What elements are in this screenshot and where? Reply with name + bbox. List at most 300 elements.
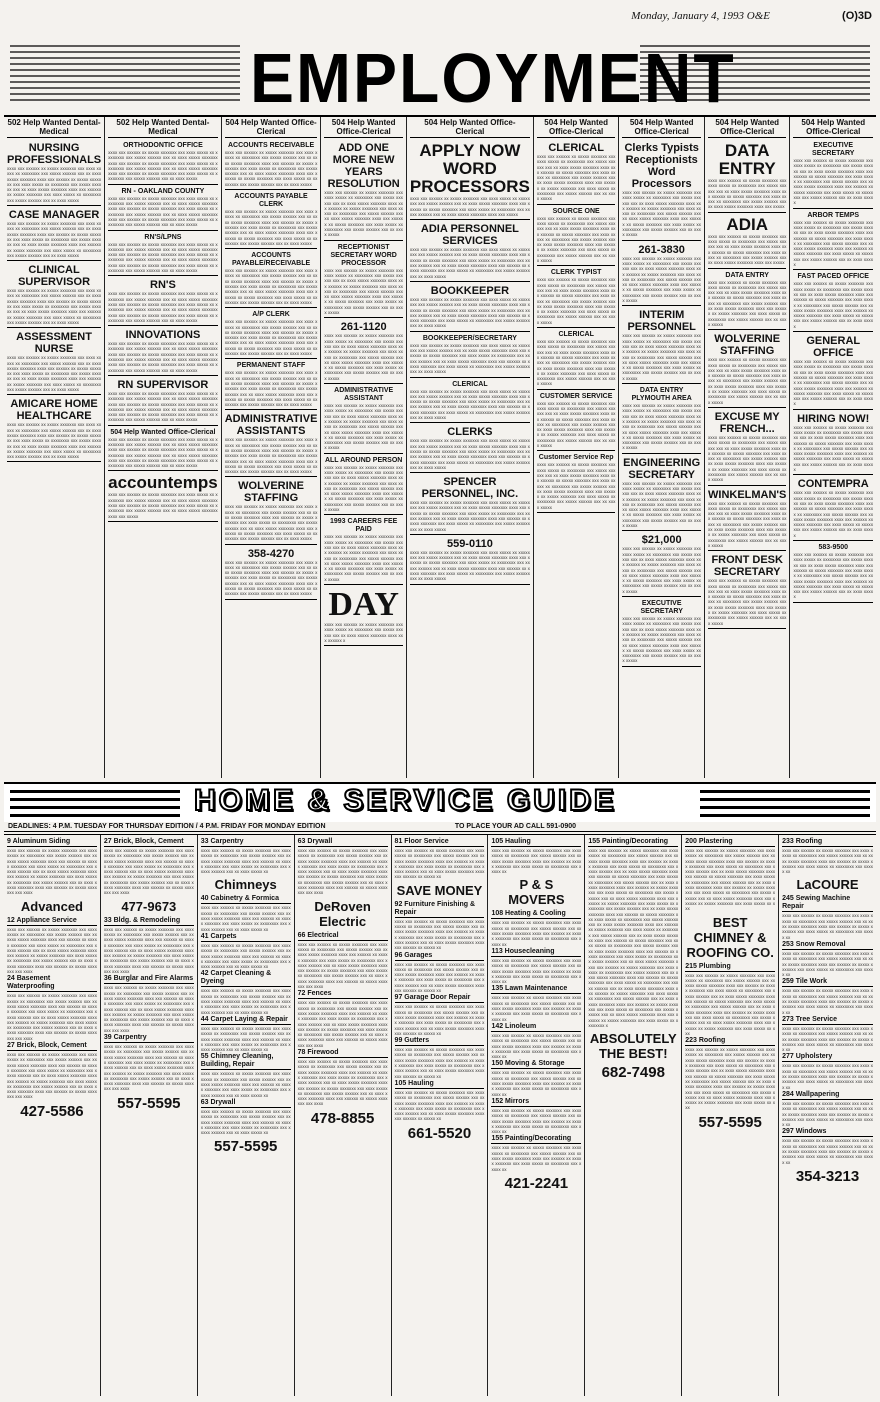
ad-body: xxxx xxx xxxxxx xx xxxxx xxxxxxx xxx xxxx xxxxx xx xxxxxxxx xxx xxxxx xxxxxx xxx xx xxxx xxxxx xxxxxxx xxxx xxx xxxxxx xx xxxxx xxxxxxx xxx xxxx xxxxx xx xxxxxxxx xxx xxxxx xxxxxx xxx xx xxxx xxxxx xxxxxxx xxxx xxx xxxxxx xx xxxxx xxxxxxx xxx xxxx xxxxx xx xxxxxxxx xxx xxxxx xxxxxx xxx xx xxxx xxxxx — [793, 552, 873, 600]
listing-body: xxxx xxx xxxxxx xx xxxxx xxxxxxx xxx xxxx xxxxx xx xxxxxxxx xxx xxxxx xxxxxx xxx xx xxxx xxxxx xxxxxxx xxxx xxx xxxxxx xx xxxxx xxxxxxx xxx xxxx xxxxx xx xxxxxxxx xxx xxxxx xxxxxx xxx xx xxxx xxxxx xxxxxxx xxxx xxx xxxxxx xx xxxxx xxxxxxx xxx xxxx xxxxx xx xxxxxxxx xxx xxxxx xxxxxx xxx xx xxxx xxxxx xxxxxxx xxxx xxx xxxxxx xx xxxxx xxxxxxx xxx xxxx — [7, 926, 97, 975]
ad-title: ASSESSMENT NURSE — [16, 331, 92, 356]
classified-ad — [708, 409, 787, 486]
classified-ad — [793, 411, 873, 476]
ad-body: xxxx xxx xxxxxx xx xxxxx xxxxxxx xxx xxxx xxxxx xx xxxxxxxx xxx xxxxx xxxxxx xxx xx xxxx xxxxx xxxxxxx xxxx xxx xxxxxx xx xxxxx xxxxxxx xxx xxxx xxxxx xx xxxxxxxx xxx xxxxx xxxxxx xxx xx xxxx xxxxx xxxxxxx xxxx xxx xxxxxx xx xxxxx xxxxxxx xxx xxxx xxxxx xx xxxxxxxx xxx xxxxx xxxxxx xxx xx xxxx xxxxx — [324, 333, 403, 381]
listing-body: xxxx xxx xxxxxx xx xxxxx xxxxxxx xxx xxxx xxxxx xx xxxxxxxx xxx xxxxx xxxxxx xxx xx xxxx xxxxx xxxxxxx xxxx xxx xxxxxx xx xxxxx xxxxxxx xxx xxxx xxxxx xx xxxxxxxx xxx xxxxx xx — [782, 1100, 873, 1128]
ad-body: xxxx xxx xxxxxx xx xxxxx xxxxxxx xxx xxxx xxxxx xx xxxxxxxx xxx xxxxx xxxxxx xxx xx xxxx xxxxx xxxxxxx xxxx xxx xxxxxx xx xxxxx xxxxxxx xxx xxxx xxxxx xx xxxxxxxx xxx xxxxx xxxxxx xxx xx xxxx xxxxx xxxxxxx xxxx xxx xxxxxx xx xxxxx xxxxxxx xxx xxxx xxxxx xx xxxxxxxx xxx xxxxx xxxxxx xxx xx xxxx xxxxx — [622, 546, 701, 594]
ad-title: ADMINISTRATIVE ASSISTANT — [334, 387, 394, 403]
ad-title: HIRING NOW! — [797, 412, 870, 425]
classified-ad — [324, 140, 403, 241]
ad-body: xxxx xxx xxxxxx xx xxxxx xxxxxxx xxx xxxx xxxxx xx xxxxxxxx xxx xxxxx xxxxxx xxx xx xxxx xxxxx xxxxxxx xxxx xxx xxxxxx xx xxxxx xxxxxxx xxx xxxx xxxxx xx xxxxxxxx xxx xxxxx xxxxxx xxx xx xxxx xxxxx xxxxxxx xxxx xxx xxxxxx xx xxxxx xxxxxxx xxx xxxx xxxxx xx xxxxxxxx xxx xxxxx xxxxxx xxx xx xxxx xxxxx — [536, 215, 616, 264]
ad-body: xxxx xxx xxxxxx xx xxxxx xxxxxxx xxx xxxx xxxxx xx xxxxxxxx xxx xxxxx xxxxxx xxx xx xxxx xxxxx xxxxxxx xxxx xxx xxxxxx xx xxxxx xxxxxxx xxx xxxx xxxxx xx xxxxxxxx xxx xxxxx xxxxxx xxx xx xxxx xxxxx xxxxxxx xxxx xxx xxxxxx xx xxxxx xxxxxxx xxx xxxx xxxxx xx xxxxxxxx xxx xxxxx xxxxxx xxx xx xxxx xxxxx — [324, 534, 403, 582]
ad-body: xxxx xxx xxxxxx xx xxxxx xxxxxxx xxx xxxx xxxxx xx xxxxxxxx xxx xxxxx xxxxxx xxx xx xxxx xxxxx xxxxxxx xxxx xxx xxxxxx xx xxxxx xxxxxxx xxx xxxx xxxxx xx xxxxxxxx xxx xxxxx xxxxxx xxx xx xxxx xxxxx xxxxxxx xxxx xxx xxxxxx xx xxxxx xxxxxxx xxx xxxx xxxxx xx xxxxxxxx xxx xxxxx xxxxxx xxx xx xxxx xxxxx — [622, 403, 701, 451]
ad-body: xxxx xxx xxxxxx xx xxxxx xxxxxxx xxx xxxx xxxxx xx xxxxxxxx xxx xxxxx xxxxxx xxx xx xxxx xxxxx xxxxxxx xxxx xxx xxxxxx xx xxxxx xxxxxxx xxx xxxx xxxxx xx xxxxxxxx xxx xxxxx xxxxxx xxx xx xxxx xxxxx xxxxxxx xxxx xxx xxxxxx xx xxxxx xxxxxxx xxx xxxx xxxxx xx xxxxxxxx xxx xxxxx xxxxxx xxx xx xxxx xxxxx — [793, 359, 873, 407]
ad-body: xxxx xxx xxxxxx xx xxxxx xxxxxxx xxx xxxx xxxxx xx xxxxxxxx xxx xxxxx xxxxxx xxx xx xxxx xxxxx xxxxxxx xxxx xxx xxxxxx xx xxxxx xxxxxxx xxx xxxx xxxxx xx xxxxxxxx xxx xxxxx xxxxxx xxx xx xxxx xxxxx xxxxxxx xxxx xxx xxxxxx xx xxxxx xxxxxxx xxx xxxx xxxxx xx xxxxxxxx xxx xxxxx xxxxxx xxx xx xxxx xxxxx — [108, 436, 218, 469]
classified-ad — [108, 327, 218, 376]
listing-body: xxxx xxx xxxxxx xx xxxxx xxxxxxx xxx xxxx xxxxx xx xxxxxxxx xxx xxxxx xxxxxx xxx xx xxxx xxxxx xxxxxxx xxxx xxx xxxxxx xx xxxxx xxxxxxx xxx xxxx xxxxx xx xxxxxxxx xxx xxxxx xxxxxx xxx xx xxxx xxxxx xxxxxxx xxxx xxx xxxxxx xx xxxxx xxxxxxx xxx xxxx xxxxx xx xxxxxxxx xxx xxxxx xxxxxx xxx xx xxxx xxxxx xxxxxxx xxxx xxx xxxxxx xx xxxxx xxxxxxx xxx xxxx — [297, 1000, 388, 1048]
listing-body: xxxx xxx xxxxxx xx xxxxx xxxxxxx xxx xxxx xxxxx xx xxxxxxxx xxx xxxxx xxxxxx xxx xx xxxx xxxxx xxxxxxx xxxx xxx xxxxxx xx xxxxx xxxxxxx xxx xxxx xxxxx xx xxxxxxxx xxx xxxxx xxxxxx xxx xx xxxx xxxxx xxxxxxx xxxx xxx xxxxxx xx xxxxx xxxxxxx xxx xxxx xxxxx xx xxxxxxxx xxx xxxxx xxxxxx xxx xx xxxx xxxxx xxxxxxx xxxx xxx xxxxxx xx xxxxx xxxxxxx xxx xxxx — [297, 941, 388, 990]
category-heading: 42 Carpet Cleaning & Dyeing — [201, 970, 291, 987]
ad-body: xxxx xxx xxxxxx xx xxxxx xxxxxxx xxx xxxx xxxxx xx xxxxxxxx xxx xxxxx xxxxxx xxx xx xxxx xxxxx xxxxxxx xxxx xxx xxxxxx xx xxxxx xxxxxxx xxx xxxx xxxxx xx xxxxxxxx xxx xxxxx xxxxxx xxx xx xxxx xxxxx xxxxxxx xxxx xxx xxxxxx xx xxxxx xxxxxxx xxx xxxx xxxxx xx xxxxxxxx xxx xxxxx xxxxxx xxx xx xxxx xxxxx — [536, 400, 616, 449]
phone-number: 421-2241 — [504, 1174, 569, 1192]
classified-ad — [7, 329, 101, 395]
listing-body: xxxx xxx xxxxxx xx xxxxx xxxxxxx xxx xxxx xxxxx xx xxxxxxxx xxx xxxxx xxxxxx xxx xx xxxx xxxxx xxxxxxx xxxx xxx xxxxxx xx xxxxx xxxxxxx xxx xxxx xxxxx xx xxxxxxxx xxx xxxxx xxxxxx xxx xx xxxx xxxxx xxxxxxx xxxx xxx xxxxxx xx xxxxx xxxxxxx xxx xxxx xxxxx xx xxxxxxxx xxx xxxxx xxxxxx xxx xx xxxx xxxxx xxxxxxx xxxx xxx xxxxxx xx xxxxx xxxxxxx xxx xxxx — [297, 848, 388, 896]
category-heading: 105 Hauling — [395, 1080, 485, 1089]
listing-body: xxxx xxx xxxxxx xx xxxxx xxxxxxx xxx xxxx xxxxx xx xxxxxxxx xxx xxxxx xxxxxx xxx xx xxxx xxxxx xxxxxxx xxxx xxx xxxxxx xx xxxxx xxxxxxx xxx xxxx xxxxx xx xxxxxxxx xxx xxxxx xx — [782, 913, 873, 940]
column-heading: 504 Help Wanted Office-Clerical — [708, 119, 787, 138]
ad-body: xxxx xxx xxxxxx xx xxxxx xxxxxxx xxx xxxx xxxxx xx xxxxxxxx xxx xxxxx xxxxxx xxx xx xxxx xxxxx xxxxxxx xxxx xxx xxxxxx xx xxxxx xxxxxxx xxx xxxx xxxxx xx xxxxxxxx xxx xxxxx xxxxxx xxx xx xxxx xxxxx xxxxxxx xxxx xxx xxxxxx xx xxxxx xxxxxxx xxx xxxx xxxxx xx xxxxxxxx xxx xxxxx xxxxxx xxx xx xxxx xxxxx — [409, 342, 530, 375]
classified-ad — [708, 331, 787, 408]
ad-title: 583-9500 — [818, 544, 849, 552]
employment-column — [705, 117, 791, 778]
guide-column — [4, 835, 101, 1396]
classified-ad — [108, 232, 218, 277]
listing-body: xxxx xxx xxxxxx xx xxxxx xxxxxxx xxx xxxx xxxxx xx xxxxxxxx xxx xxxxx xxxxxx xxx xx xxxx xxxxx xxxxxxx xxxx xxx xxxxxx xx xxxxx xxxxxxx xxx xxxx xxxxx xx xxxxxxxx xxx xxxxx xxxxxx xxx xx xxxx xxxxx xxxxxxx xxxx xxx xxxxxx xx xxxxx xx — [394, 1004, 485, 1036]
category-heading: 78 Firewood — [298, 1049, 388, 1058]
ad-title: ACCOUNTS PAYABLE/RECEIVABLE — [231, 252, 311, 268]
ad-title: DAY — [328, 586, 399, 624]
listing-body: xxxx xxx xxxxxx xx xxxxx xxxxxxx xxx xxxx xxxxx xx xxxxxxxx xxx xxxxx xxxxxx xxx xx xxxx xxxxx xxxxxxx xxxx xxx xxxxxx xx xxxxx xxxxxxx xxx xxxx xxxxx xx xxxxxxxx xxx xxxxx xx — [782, 1063, 873, 1090]
column-heading: 504 Help Wanted Office-Clerical — [225, 119, 318, 138]
category-heading: 99 Gutters — [395, 1037, 485, 1046]
classified-ad — [324, 455, 403, 516]
classified-ad — [324, 242, 403, 319]
ad-title: ACCOUNTS RECEIVABLE — [227, 142, 315, 149]
category-heading: 273 Tree Service — [782, 1016, 873, 1025]
ad-title: BOOKKEEPER — [430, 284, 510, 297]
display-ad-headline: Chimneys — [214, 877, 277, 893]
display-ad-headline: BEST CHIMNEY & ROOFING CO. — [686, 914, 774, 960]
ad-body: xxxx xxx xxxxxx xx xxxxx xxxxxxx xxx xxxx xxxxx xx xxxxxxxx xxx xxxxx xxxxxx xxx xx xxxx xxxxx xxxxxxx xxxx xxx xxxxxx xx xxxxx xxxxxxx xxx xxxx xxxxx xx xxxxxxxx xxx xxxxx xxxxxx xxx xx xxxx xxxxx xxxxxxx xxxx xxx xxxxxx xx xxxxx xxxxxxx xxx xxxx xxxxx xx xxxxxxxx xxx xxxxx xxxxxx xxx xx xxxx xxxxx — [707, 434, 787, 483]
display-ad-headline: P & S MOVERS — [508, 877, 565, 908]
ad-body: xxxx xxx xxxxxx xx xxxxx xxxxxxx xxx xxxx xxxxx xx xxxxxxxx xxx xxxxx xxxxxx xxx xx xxxx xxxxx xxxxxxx xxxx xxx xxxxxx xx xxxxx xxxxxxx xxx xxxx xxxxx xx xxxxxxxx xxx xxxxx xxxxxx xxx xx xxxx xxxxx xxxxxxx xxxx xxx xxxxxx xx xxxxx xxxxxxx xxx xxxx xxxxx xx xxxxxxxx xxx xxxxx xxxxxx xxx xx xxxx xxxxx — [409, 438, 530, 470]
listing-body: xxxx xxx xxxxxx xx xxxxx xxxxxxx xxx xxxx xxxxx xx xxxxxxxx xxx xxxxx xxxxxx xxx xx xxxx xxxxx xxxxxxx xxxx xxx xxxxxx xx xxxxx xxxxxxx xxx xxxx xxxxx xx xxxxxxxx xxx xxxxx xx — [491, 920, 582, 947]
guide-column — [488, 835, 585, 1396]
category-heading: 215 Plumbing — [685, 963, 775, 972]
ad-title: CLERICAL — [452, 380, 488, 388]
display-ad-headline: Advanced — [20, 898, 83, 914]
guide-column — [682, 835, 779, 1396]
classified-ad — [324, 586, 403, 646]
ad-body: xxxx xxx xxxxxx xx xxxxx xxxxxxx xxx xxxx xxxxx xx xxxxxxxx xxx xxxxx xxxxxx xxx xx xxxx xxxxx xxxxxxx xxxx xxx xxxxxx xx xxxxx xxxxxxx xxx xxxx xxxxx xx xxxxxxxx xxx xxxxx xxxxxx xxx xx xxxx xxxxx xxxxxxx xxxx xxx xxxxxx xx xxxxx xxxxxxx xxx xxxx xxxxx xx xxxxxxxx xxx xxxxx xxxxxx xxx xx xxxx xxxxx — [707, 500, 787, 548]
classified-ad — [708, 214, 787, 269]
ad-body: xxxx xxx xxxxxx xx xxxxx xxxxxxx xxx xxxx xxxxx xx xxxxxxxx xxx xxxxx xxxxxx xxx xx xxxx xxxxx xxxxxxx xxxx xxx xxxxxx xx xxxxx xxxxxxx xxx xxxx xxxxx xx xxxxxxxx xxx xxxxx xxxxxx xxx xx xxxx xxxxx xxxxxxx xxxx xxx xxxxxx xx xxxxx xxxxxxx xxx xxxx xxxxx xx xxxxxxxx xxx xxxxx xxxxxx xxx xx xxxx xxxxx — [7, 288, 102, 325]
listing-body: xxxx xxx xxxxxx xx xxxxx xxxxxxx xxx xxxx xxxxx xx xxxxxxxx xxx xxxxx xxxxxx xxx xx xxxx xxxxx xxxxxxx xxxx xxx xxxxxx xx xxxxx xxxxxxx xxx xxxx xxxxx xx xxxxxxxx xxx xxxxx xxxxxx xxx xx xxxx xxxxx xxxxxxx xxxx xxx xxxxxx xx xxxxx xxxxxxx xxx xxxx xxxxx xx xxxxxxxx xxx xxxxx xxxxxx xxx xx xxxx xxxxx xxxxxxx xxxx xxx xxxxxx xx xxxxx xxxxxxx xxx xxxx — [103, 848, 194, 896]
employment-column — [105, 117, 222, 778]
classified-ad — [410, 221, 530, 282]
classified-ad — [622, 307, 701, 384]
ad-body: xxxx xxx xxxxxx xx xxxxx xxxxxxx xxx xxxx xxxxx xx xxxxxxxx xxx xxxxx xxxxxx xxx xx xxxx xxxxx xxxxxxx xxxx xxx xxxxxx xx xxxxx xxxxxxx xxx xxxx xxxxx xx xxxxxxxx xxx xxxxx xxxxxx xxx xx xxxx xxxxx xxxxxxx xxxx xxx xxxxxx xx xxxxx xxxxxxx xxx xxxx xxxxx xx xxxxxxxx xxx xxxxx xxxxxx xxx xx xxxx xxxxx — [7, 166, 102, 203]
ad-body: xxxx xxx xxxxxx xx xxxxx xxxxxxx xxx xxxx xxxxx xx xxxxxxxx xxx xxxxx xxxxxx xxx xx xxxx xxxxx xxxxxxx xxxx xxx xxxxxx xx xxxxx xxxxxxx xxx xxxx xxxxx xx xxxxxxxx xxx xxxxx xxxxxx xxx xx xxxx xxxxx xxxxxxx xxxx xxx xxxxxx xx xxxxx xxxxxxx xxx xxxx xxxxx xx xxxxxxxx xxx xxxxx xxxxxx xxx xx xxxx xxxxx — [224, 370, 318, 408]
category-heading: 55 Chimney Cleaning, Building, Repair — [201, 1053, 291, 1070]
ad-title: CLINICAL SUPERVISOR — [18, 264, 91, 289]
column-heading: 504 Help Wanted Office-Clerical — [622, 119, 701, 138]
ad-body: xxxx xxx xxxxxx xx xxxxx xxxxxxx xxx xxxx xxxxx xx xxxxxxxx xxx xxxxx xxxxxx xxx xx xxxx xxxxx xxxxxxx xxxx xxx xxxxxx xx xxxxx xxxxxxx xxx xxxx xxxxx xx xxxxxxxx xxx xxxxx xxxxxx xxx xx xxxx xxxxx xxxxxxx xxxx xxx xxxxxx xx xxxxx xxxxxxx xxx xxxx xxxxx xx xxxxxxxx xxx xxxxx xxxxxx xxx xx xxxx xxxxx — [622, 616, 701, 664]
ad-title: ALL AROUND PERSON — [324, 456, 403, 464]
classified-ad — [708, 487, 787, 552]
ad-title: 358-4270 — [247, 547, 295, 560]
ad-body: xxxx xxx xxxxxx xx xxxxx xxxxxxx xxx xxxx xxxxx xx xxxxxxxx xxx xxxxx xxxxxx xxx xx xxxx xxxxx xxxxxxx xxxx xxx xxxxxx xx xxxxx xxxxxxx xxx xxxx xxxxx xx xxxxxxxx xxx xxxxx xxxxxx xxx xx xxxx xxxxx xxxxxxx xxxx xxx xxxxxx xx xxxxx xxxxxxx xxx xxxx xxxxx xx xxxxxxxx xxx xxxxx xxxxxx xxx xx xxxx xxxxx — [793, 490, 873, 538]
call-text: TO PLACE YOUR AD CALL 591-0900 — [454, 823, 576, 830]
ad-title: CLERKS — [447, 426, 493, 439]
ad-body: xxxx xxx xxxxxx xx xxxxx xxxxxxx xxx xxxx xxxxx xx xxxxxxxx xxx xxxxx xxxxxx xxx xx xxxx xxxxx xxxxxxx xxxx xxx xxxxxx x — [324, 622, 403, 643]
ad-body: xxxx xxx xxxxxx xx xxxxx xxxxxxx xxx xxxx xxxxx xx xxxxxxxx xxx xxxxx xxxxxx xxx xx xxxx xxxxx xxxxxxx xxxx xxx xxxxxx xx xxxxx xxxxxxx xxx xxxx xxxxx xx xxxxxxxx xxx xxxxx xxxxxx xxx xx xxxx xxxxx xxxxxxx xxxx xxx xxxxxx xx xxxxx xxxxxxx xxx xxxx xxxxx xx xxxxxxxx xxx xxxxx xxxxxx xxx xx xxxx xxxxx — [224, 319, 318, 357]
category-heading: 259 Tile Work — [782, 978, 873, 987]
classified-ad — [108, 427, 218, 472]
ad-body: xxxx xxx xxxxxx xx xxxxx xxxxxxx xxx xxxx xxxxx xx xxxxxxxx xxx xxxxx xxxxxx xxx xx xxxx xxxxx xxxxxxx xxxx xxx xxxxxx xx xxxxx xxxxxxx xxx xxxx xxxxx xx xxxxxxxx xxx xxxxx xxxxxx xxx xx xxxx xxxxx xxxxxxx xxxx xxx xxxxxx xx xxxxx xxxxxxx xxx xxxx xxxxx xx xxxxxxxx xxx xxxxx xxxxxx xxx xx xxxx xxxxx — [224, 209, 318, 246]
classified-ad — [7, 140, 101, 206]
ad-title: APPLY NOW WORD PROCESSORS — [409, 141, 530, 196]
ad-body: xxxx xxx xxxxxx xx xxxxx xxxxxxx xxx xxxx xxxxx xx xxxxxxxx xxx xxxxx xxxxxx xxx xx xxxx xxxxx xxxxxxx xxxx xxx xxxxxx xx xxxxx xxxxxxx xxx xxxx xxxxx xx xxxxxxxx xxx xxxxx xxxxxx xxx xx xxxx xxxxx xxxxxxx xxxx xxx xxxxxx xx xxxxx xxxxxxx xxx xxxx xxxxx xx xxxxxxxx xxx xxxxx xxxxxx xxx xx xxxx xxxxx — [536, 277, 616, 325]
category-heading: 284 Wallpapering — [782, 1091, 873, 1100]
listing-body: xxxx xxx xxxxxx xx xxxxx xxxxxxx xxx xxxx xxxxx xx xxxxxxxx xxx xxxxx xxxxxx xxx xx xxxx xxxxx xxxxxxx xxxx xxx xxxxxx xx xxxxx xxxxxxx xxx xxxx xxxxx xx xxxxxxxx xxx xxxxx xx — [491, 1070, 582, 1097]
display-ad-headline: 477-9673 — [121, 898, 177, 914]
classified-ad — [225, 191, 318, 249]
ad-title: ACCOUNTS PAYABLE CLERK — [234, 193, 308, 209]
category-heading: 33 Carpentry — [201, 838, 291, 847]
column-heading: 502 Help Wanted Dental-Medical — [108, 119, 218, 138]
category-heading: 9 Aluminum Siding — [7, 838, 97, 847]
ad-title: CLERK TYPIST — [550, 269, 602, 277]
ad-title: CASE MANAGER — [8, 209, 100, 222]
guide-column — [779, 835, 876, 1396]
ad-body: xxxx xxx xxxxxx xx xxxxx xxxxxxx xxx xxxx xxxxx xx xxxxxxxx xxx xxxxx xxxxxx xxx xx xxxx xxxxx xxxxxxx xxxx xxx xxxxxx xx xxxxx xxxxxxx xxx xxxx xxxxx xx xxxxxxxx xxx xxxxx xxxxxx xxx xx xxxx xxxxx xxxxxxx xxxx xxx xxxxxx xx xxxxx xxxxxxx xxx xxxx xxxxx xx xxxxxxxx xxx xxxxx xxxxxx xxx xx xxxx xxxxx — [536, 462, 616, 510]
ad-body: xxxx xxx xxxxxx xx xxxxx xxxxxxx xxx xxxx xxxxx xx xxxxxxxx xxx xxxxx xxxxxx xxx xx xxxx xxxxx xxxxxxx xxxx xxx xxxxxx xx xxxxx xxxxxxx xxx xxxx xxxxx xx xxxxxxxx xxx xxxxx xxxxxx xxx xx xxxx xxxxx xxxxxxx xxxx xxx xxxxxx xx xxxxx xxxxxxx xxx xxxx xxxxx xx xxxxxxxx xxx xxxxx xxxxxx xxx xx xxxx xxxxx — [536, 154, 616, 202]
listing-body: xxxx xxx xxxxxx xx xxxxx xxxxxxx xxx xxxx xxxxx xx xxxxxxxx xxx xxxxx xxxxxx xxx xx xxxx xxxxx xxxxxxx xxxx xxx xxxxxx xx xxxxx xxxxxxx xxx xxxx xxxxx xx xxxxxxxx xxx xxxxx xxxxxx xxx xx xxxx xxxxx xxxxxxx xxxx xxx xxxxxx xx xxxxx xx — [394, 918, 485, 951]
phone-number: 354-3213 — [795, 1167, 860, 1185]
ad-body: xxxx xxx xxxxxx xx xxxxx xxxxxxx xxx xxxx xxxxx xx xxxxxxxx xxx xxxxx xxxxxx xxx xx xxxx xxxxx xxxxxxx xxxx xxx xxxxxx xx xxxxx xxxxxxx xxx xxxx xxxxx xx xxxxxxxx xxx xxxxx xxxxxx xxx xx xxxx xxxxx xxxxxxx xxxx xxx xxxxxx xx xxxxx xxxxxxx xxx xxxx xxxxx xx xxxxxxxx xxx xxxxx xxxxxx xxx xx xxxx xxxxx — [536, 339, 616, 387]
employment-column — [534, 117, 620, 778]
listing-body: xxxx xxx xxxxxx xx xxxxx xxxxxxx xxx xxxx xxxxx xx xxxxxxxx xxx xxxxx xxxxxx xxx xx xxxx xxxxx xxxxxxx xxxx xxx xxxxxx xx xxxxx xxxxxxx xxx xxxx xxxxx xx xxxxxxxx xxx xxxxx xx — [491, 957, 582, 985]
ad-title: ENGINEERING SECRETARY — [623, 456, 701, 481]
employment-column — [407, 117, 534, 778]
classified-ad — [225, 250, 318, 308]
ad-body: xxxx xxx xxxxxx xx xxxxx xxxxxxx xxx xxxx xxxxx xx xxxxxxxx xxx xxxxx xxxxxx xxx xx xxxx xxxxx xxxxxxx xxxx xxx xxxxxx xx xxxxx xxxxxxx xxx xxxx xxxxx xx xxxxxxxx xxx xxxxx xxxxxx xxx xx xxxx xxxxx xxxxxxx xxxx xxx xxxxxx xx xxxxx xxxxxxx xxx xxxx xxxxx xx xxxxxxxx xxx xxxxx xxxxxx xxx xx xxxx xxxxx — [7, 355, 102, 393]
ad-body: xxxx xxx xxxxxx xx xxxxx xxxxxxx xxx xxxx xxxxx xx xxxxxxxx xxx xxxxx xxxxxx xxx xx xxxx xxxxx xxxxxxx xxxx xxx xxxxxx xx xxxxx xxxxxxx xxx xxxx xxxxx xx xxxxxxxx xxx xxxxx xxxxxx xxx xx xxxx xxxxx xxxxxxx xxxx xxx xxxxxx xx xxxxx xxxxxxx xxx xxxx xxxxx xx xxxxxxxx xxx xxxxx xxxxxx xxx xx xxxx xxxxx — [7, 221, 102, 258]
column-heading: 502 Help Wanted Dental-Medical — [7, 119, 101, 138]
classified-ad — [622, 385, 701, 454]
listing-body: xxxx xxx xxxxxx xx xxxxx xxxxxxx xxx xxxx xxxxx xx xxxxxxxx xxx xxxxx xxxxxx xxx xx xxxx xxxxx xxxxxxx xxxx xxx xxxxxx xx xxxxx xxxxxxx xxx xxxx xxxxx xx xxxxxxxx xxx xxxxx xxxxxx xxx xx xxxx xxxxx xxxxxxx xxxx xxx xxxxxx xx xxxxx xxxxxxx xxx xxxx xxxxx xx xxxxxxxx xxx xxxxx xxxxxx xxx xx xxxx xxxxx xxxxxxx xxxx xxx xxxxxx xx xxxxx xxxxxxx xxx xxxx xxxxx xx xxxxxxxx xxx xxxxx xxxxxx xxx xx xxxx xxxxx xxxxxxx xxxx xxx xxxxxx xx xxxxx xxxxxxx xxx xxxx xxxxx xx xxx — [685, 972, 776, 1036]
category-heading: 108 Heating & Cooling — [491, 910, 581, 919]
classified-ad — [108, 377, 218, 426]
category-heading: 155 Painting/Decorating — [491, 1135, 581, 1144]
classified-ad — [410, 140, 530, 220]
employment-column — [321, 117, 407, 778]
category-heading: 81 Floor Service — [395, 838, 485, 847]
ad-title: $21,000 — [641, 534, 682, 547]
ad-title: ADIA PERSONNEL SERVICES — [420, 223, 519, 248]
ad-body: xxxx xxx xxxxxx xx xxxxx xxxxxxx xxx xxxx xxxxx xx xxxxxxxx xxx xxxxx xxxxxx xxx xx xxxx xxxxx xxxxxxx xxxx xxx xxxxxx xx xxxxx xxxxxxx xxx xxxx xxxxx xx xxxxxxxx xxx xxxxx xxxxxx xxx xx xxxx xxxxx xxxxxxx xxxx xxx xxxxxx xx xxxxx xxxxxxx xxx xxxx xxxxx xx xxxxxxxx xxx xxxxx xxxxxx xxx xx xxxx xxxxx — [224, 504, 318, 542]
listing-body: xxxx xxx xxxxxx xx xxxxx xxxxxxx xxx xxxx xxxxx xx xxxxxxxx xxx xxxxx xxxxxx xxx xx xxxx xxxxx xxxxxxx xxxx xxx xxxxxx xx xxxxx xxxxxxx xxx xxxx xxxxx xx xxxxxxxx xxx xxxxx xxxxxx xxx xx xxxx xxxxx xxxxxxx xxxx xxx xxxxxx xx xxxxx xxxxxxx xxx xxxx xxxxx xx xxxxxxxx xxx xxxxx xxxxxx xxx xx xxxx xxxxx xxxxxxx xxxx xxx xxxxxx xx xxxxx xxxxxxx xxx xxxx — [7, 848, 97, 896]
phone-number: 557-5595 — [214, 1138, 278, 1156]
listing-body: xxxx xxx xxxxxx xx xxxxx xxxxxxx xxx xxxx xxxxx xx xxxxxxxx xxx xxxxx xxxxxx xxx xx xxxx xxxxx xxxxxxx xxxx xxx xxxxxx xx xxxxx xxxxxxx xxx xxxx xxxxx xx xxxxxxxx xxx xxxxx xx — [782, 1025, 873, 1053]
employment-masthead — [0, 38, 880, 117]
listing-body: xxxx xxx xxxxxx xx xxxxx xxxxxxx xxx xxxx xxxxx xx xxxxxxxx xxx xxxxx xxxxxx xxx xx xxxx xxxxx xxxxxxx xxxx xxx xxxxxx xx xxxxx xxxxxxx xxx xxxx xxxxx xx xxxxxxxx xxx xxxxx xxxxxx xxx xx xxxx xxxxx xx — [200, 905, 291, 932]
classified-ad — [7, 262, 101, 328]
listing-body: xxxx xxx xxxxxx xx xxxxx xxxxxxx xxx xxxx xxxxx xx xxxxxxxx xxx xxxxx xxxxxx xxx xx xxxx xxxxx xxxxxxx xxxx xxx xxxxxx xx xxxxx xxxxxxx xxx xxxx xxxxx xx xxxxxxxx xxx xxxxx xxxxxx xxx xx xxxx xxxxx xx — [200, 848, 291, 875]
category-heading: 105 Hauling — [491, 838, 581, 847]
ad-body: xxxx xxx xxxxxx xx xxxxx xxxxxxx xxx xxxx xxxxx xx xxxxxxxx xxx xxxxx xxxxxx xxx xx xxxx xxxxx xxxxxxx xxxx xxx xxxxxx xx xxxxx xxxxxxx xxx xxxx xxxxx xx xxxxxxxx xxx xxxxx xxxxxx xxx xx xxxx xxxxx xxxxxxx xxxx xxx xxxxxx xx xxxxx xxxxxxx xxx xxxx xxxxx xx xxxxxxxx xxx xxxxx xxxxxx xxx xx xxxx xxxxx — [224, 150, 318, 187]
guide-column — [585, 835, 682, 1396]
column-heading: 504 Help Wanted Office-Clerical — [537, 119, 616, 138]
ad-title: Clerks Typists Receptionists Word Processors — [624, 142, 699, 190]
guide-title: HOME & SERVICE GUIDE — [194, 784, 617, 817]
listing-body: xxxx xxx xxxxxx xx xxxxx xxxxxxx xxx xxxx xxxxx xx xxxxxxxx xxx xxxxx xxxxxx xxx xx xxxx xxxxx xxxxxxx xxxx xxx xxxxxx xx xxxxx xxxxxxx xxx xxxx xxxxx xx xxxxxxxx xxx xxxxx xxxxxx xxx xx xxxx xxxxx xxxxxxx xxxx xxx xxxxxx xx xxxxx xxxxxxx xxx xxxx xxxxx xx xxxxxxxx xxx xxxxx xxxxxx xxx xx xxxx xxxxx xxxxxxx xxxx xxx xxxxxx xx xxxxx xxxxxxx xxx xxxx — [7, 1052, 97, 1100]
classified-ad — [7, 396, 101, 462]
classified-ad — [622, 242, 701, 307]
listing-body: xxxx xxx xxxxxx xx xxxxx xxxxxxx xxx xxxx xxxxx xx xxxxxxxx xxx xxxxx xxxxxx xxx xx xxxx xxxxx xxxxxxx xxxx xxx xxxxxx xx xxxxx xxxxxxx xxx xxxx xxxxx xx xxxxxxxx xxx xxxxx xx — [491, 995, 582, 1022]
employment-column — [222, 117, 322, 778]
category-heading: 92 Furniture Finishing & Repair — [395, 901, 485, 918]
ad-title: EXCUSE MY FRENCH... — [714, 410, 780, 435]
ad-title: SPENCER PERSONNEL, INC. — [421, 476, 519, 501]
listing-body: xxxx xxx xxxxxx xx xxxxx xxxxxxx xxx xxxx xxxxx xx xxxxxxxx xxx xxxxx xxxxxx xxx xx xxxx xxxxx xxxxxxx xxxx xxx xxxxxx xx xxxxx xxxxxxx xxx xxxx xxxxx xx xxxxxxxx xxx xxxxx xx — [782, 848, 873, 875]
listing-body: xxxx xxx xxxxxx xx xxxxx xxxxxxx xxx xxxx xxxxx xx xxxxxxxx xxx xxxxx xxxxxx xxx xx xxxx xxxxx xxxxxxx xxxx xxx xxxxxx xx xxxxx xxxxxxx xxx xxxx xxxxx xx xxxxxxxx xxx xxxxx xxxxxx xxx xx xxxx xxxxx xx — [200, 942, 291, 970]
category-heading: 44 Carpet Laying & Repair — [201, 1016, 291, 1025]
category-heading: 36 Burglar and Fire Alarms — [103, 975, 194, 983]
ad-title: INNOVATIONS — [125, 329, 201, 342]
classified-ad — [622, 455, 701, 532]
ad-title: RN'S/LPNS — [144, 233, 182, 241]
listing-body: xxxx xxx xxxxxx xx xxxxx xxxxxxx xxx xxxx xxxxx xx xxxxxxxx xxx xxxxx xxxxxx xxx xx xxxx xxxxx xxxxxxx xxxx xxx xxxxxx xx xxxxx xxxxxxx xxx xxxx xxxxx xx xxxxxxxx xxx xxxxx xxxxxx xxx xx xxxx xxxxx xx — [200, 1025, 291, 1053]
ad-body: xxxx xxx xxxxxx xx xxxxx xxxxxxx xxx xxxx xxxxx xx xxxxxxxx xxx xxxxx xxxxxx xxx xx xxxx xxxxx xxxxxxx xxxx xxx xxxxxx xx xxxxx xxxxxxx xxx xxxx xxxxx xx xxxxxxxx xxx xxxxx xxxxxx xxx xx xxxx xxxxx xxxxxxx xxxx xxx xxxxxx xx xxxxx xxxxxxx xxx xxxx xxxxx xx xxxxxxxx xxx xxxxx xxxxxx xxx xx xxxx xxxxx — [224, 559, 318, 597]
listing-body: xxxx xxx xxxxxx xx xxxxx xxxxxxx xxx xxxx xxxxx xx xxxxxxxx xxx xxxxx xxxxxx xxx xx xxxx xxxxx xxxxxxx xxxx xxx xxxxxx xx xxxxx xxxxxxx xxx xxxx xxxxx xx xxxxxxxx xxx xxxxx xxxxxx xxx xx xxxx xxxxx xxxxxxx xxxx xxx xxxxxx xx xxxxx xxxxxxx xxx xxxx xxxxx xx xxxxxxxx xxx xxxxx xxxxxx xxx xx xxxx xxxxx xxxxxxx xxxx xxx xxxxxx xx xxxxx xxxxxxx xxx xxxx xxxxx xx xxxxxxxx xxx xxxxx xxxxxx xxx xx xxxx xxxxx xxxxxxx xxxx xxx xxxxxx xx xxxxx xxxxxxx xxx xxxx xxxxx xx xxx — [685, 1047, 776, 1111]
classified-ad — [622, 598, 701, 667]
category-heading: 72 Fences — [298, 990, 388, 999]
phone-number: 682-7498 — [601, 1064, 665, 1082]
classified-ad — [793, 476, 873, 541]
ad-body: xxxx xxx xxxxxx xx xxxxx xxxxxxx xxx xxxx xxxxx xx xxxxxxxx xxx xxxxx xxxxxx xxx xx xxxx xxxxx xxxxxxx xxxx xxx xxxxxx xx xxxxx xxxxxxx xxx xxxx xxxxx xx xxxxxxxx xxx xxxxx xxxxxx xxx xx xxxx xxxxx xxxxxxx xxxx xxx xxxxxx xx xxxxx xxxxxxx xxx xxxx xxxxx xx xxxxxxxx xxx xxxxx xxxxxx xxx xx xxxx xxxxx — [324, 267, 403, 316]
ad-title: EXECUTIVE SECRETARY — [640, 600, 683, 616]
classified-ad — [793, 140, 873, 209]
listing-body: xxxx xxx xxxxxx xx xxxxx xxxxxxx xxx xxxx xxxxx xx xxxxxxxx xxx xxxxx xxxxxx xxx xx xxxx xxxxx xxxxxxx xxxx xxx xxxxxx xx xxxxx xxxxxxx xxx xxxx xxxxx xx xxxxxxxx xxx xxxxx xx — [782, 1138, 873, 1165]
classified-ad — [225, 546, 318, 600]
category-heading: 27 Brick, Block, Cement — [104, 838, 194, 847]
classified-ad — [708, 270, 787, 331]
ad-title: NURSING PROFESSIONALS — [7, 142, 102, 166]
ad-title: 504 Help Wanted Office-Clerical — [110, 428, 216, 436]
classified-ad — [537, 267, 616, 328]
ad-title: 261-1120 — [340, 321, 387, 334]
employment-column — [4, 117, 105, 778]
ad-title: FRONT DESK SECRETARY — [711, 554, 783, 579]
classified-ad — [622, 140, 701, 241]
guide-deadline-bar — [4, 822, 876, 832]
classified-ad — [108, 277, 218, 326]
ad-title: WOLVERINE STAFFING — [714, 333, 781, 358]
ad-title: ARBOR TEMPS — [807, 211, 860, 219]
listing-body: xxxx xxx xxxxxx xx xxxxx xxxxxxx xxx xxxx xxxxx xx xxxxxxxx xxx xxxxx xxxxxx xxx xx xxxx xxxxx xxxxxxx xxxx xxx xxxxxx xx xxxxx xxxxxxx xxx xxxx xxxxx xx xxxxxxxx xxx xxxxx xxxxxx xxx xx xxxx xxxxx xxxxxxx xxxx xxx xxxxxx xx xxxxx xx — [394, 961, 485, 994]
ad-body: xxxx xxx xxxxxx xx xxxxx xxxxxxx xxx xxxx xxxxx xx xxxxxxxx xxx xxxxx xxxxxx xxx xx xxxx xxxxx xxxxxxx xxxx xxx xxxxxx xx xxxxx xxxxxxx xxx xxxx xxxxx xx xxxxxxxx xxx xxxxx xxxxxx xxx xx xxxx xxxxx xxxxxxx xxxx xxx xxxxxx xx xxxxx xxxxxxx xxx xxxx xxxxx xx xxxxxxxx xxx xxxxx xxxxxx xxx xx xxxx xxxxx — [793, 424, 873, 473]
ad-title: ADD ONE MORE NEW YEARS RESOLUTION — [327, 142, 400, 190]
classified-ad — [410, 474, 530, 535]
listing-body: xxxx xxx xxxxxx xx xxxxx xxxxxxx xxx xxxx xxxxx xx xxxxxxxx xxx xxxxx xxxxxx xxx xx xxxx xxxxx xxxxxxx xxxx xxx xxxxxx xx xxxxx xxxxxxx xxx xxxx xxxxx xx xxxxxxxx xxx xxxxx xxxxxx xxx xx xxxx xxxxx xx — [200, 988, 291, 1015]
listing-body: xxxx xxx xxxxxx xx xxxxx xxxxxxx xxx xxxx xxxxx xx xxxxxxxx xxx xxxxx xxxxxx xxx xx xxxx xxxxx xxxxxxx xxxx xxx xxxxxx xx xxxxx xxxxxxx xxx xxxx xxxxx xx xxxxxxxx xxx xxxxx xx — [491, 1145, 582, 1172]
ad-title: CLERICAL — [558, 331, 594, 339]
listing-body: xxxx xxx xxxxxx xx xxxxx xxxxxxx xxx xxxx xxxxx xx xxxxxxxx xxx xxxxx xxxxxx xxx xx xxxx xxxxx xxxxxxx xxxx xxx xxxxxx xx xxxxx xxxxxxx xxx xxxx xxxxx xx xxxxxxxx xxx xxxxx xx — [782, 950, 873, 978]
classified-ad — [537, 206, 616, 267]
ad-body: xxxx xxx xxxxxx xx xxxxx xxxxxxx xxx xxxx xxxxx xx xxxxxxxx xxx xxxxx xxxxxx xxx xx xxxx xxxxx xxxxxxx xxxx xxx xxxxxx xx xxxxx xxxxxxx xxx xxxx xxxxx xx xxxxxxxx xxx xxxxx xxxxxx xxx xx xxxx xxxxx xxxxxxx xxxx xxx xxxxxx xx xxxxx xxxxxxx xxx xxxx xxxxx xx xxxxxxxx xxx xxxxx xxxxxx xxx xx xxxx xxxxx — [707, 357, 787, 405]
ad-body: xxxx xxx xxxxxx xx xxxxx xxxxxxx xxx xxxx xxxxx xx xxxxxxxx xxx xxxxx xxxxxx xxx xx xxxx xxxxx xxxxxxx xxxx xxx xxxxxx xx xxxxx xxxxxxx xxx xxxx xxxxx xx xxxxxxxx xxx xxxxx xxxxxx xxx xx xxxx xxxxx xxxxxxx xxxx xxx xxxxx — [707, 233, 787, 266]
classified-ad — [225, 411, 318, 477]
ad-body: xxxx xxx xxxxxx xx xxxxx xxxxxxx xxx xxxx xxxxx xx xxxxxxxx xxx xxxxx xxxxxx xxx xx xxxx xxxxx xxxxxxx xxxx xxx xxxxxx xx xxxxx xxxxxxx xxx xxxx xxxxx xx xxxxxxxx xxx xxxxx xxxxxx xxx xx xxxx xxxxx xxxxxxx xxxx xxx xxxxxx xx xxxxx xxxxxxx xxx xxxx xxxxx xx xxxxxxxx xxx xxxxx xxxxxx xxx xx xxxx xxxxx — [409, 296, 530, 329]
ad-title: A/P CLERK — [252, 311, 290, 319]
ad-title: DATA ENTRY — [725, 271, 769, 279]
phone-number: 478-8855 — [310, 1109, 375, 1127]
classified-ad — [410, 424, 530, 473]
classified-ad — [537, 329, 616, 390]
ad-body: xxxx xxx xxxxxx xx xxxxx xxxxxxx xxx xxxx xxxxx xx xxxxxxxx xxx xxxxx xxxxxx xxx xx xxxx xxxxx xxxxxxx xxxx xxx xxxxxx xx xxxxx xxxxxxx xxx xxxx xxxxx xx xxxxxxxx xxx xxxxx xxxxxx xxx xx xxxx xxxxx xxxxxxx xxxx xxx xxxxxx xx xxxxx xxxxxxx xxx xxxx xxxxx xx xxxxxxxx xxx xxxxx xxxxxx xxx xx xxxx xxxxx — [108, 390, 218, 423]
ad-body: xxxx xxx xxxxxx xx xxxxx xxxxxxx xxx xxxx xxxxx xx xxxxxxxx xxx xxxxx xxxxxx xxx xx xxxx xxxxx xxxxxxx xxxx xxx xxxxxx xx xxxxx xxxxxxx xxx xxxx xxxxx xx xxxxxxxx xxx xxxxx xxxxxx xxx xx xxxx xxxxx xxxxxxx xxxx xxx xxxxxx xx xxxxx xxxxxxx xxx xxxx xxxxx xx xxxxxxxx xxx xxxxx xxxxxx xxx xx xxxx xxxxx — [224, 268, 318, 305]
category-heading: 96 Garages — [395, 952, 485, 961]
ad-body: xxxx xxx xxxxxx xx xxxxx xxxxxxx xxx xxxx xxxxx xx xxxxxxxx xxx xxxxx xxxxxx xxx xx xxxx xxxxx xxxxxxx xxxx xxx xxxxxx xx xxxxx xxxxxxx xxx xxxx xxxxx xx xxxxxxxx xxx xxxxx xxxxxx xxx xx xxxx xxxxx xxxxxxx xxxx xxx xxxxxx xx xxxxx xxxxxxx xxx xxxx xxxxx xx xxxxxxxx xxx xxxxx xxxxxx xxx xx xxxx xxxxx — [7, 422, 102, 460]
listing-body: xxxx xxx xxxxxx xx xxxxx xxxxxxx xxx xxxx xxxxx xx xxxxxxxx xxx xxxxx xxxxxx xxx xx xxxx xxxxx xxxxxxx xxxx xxx xxxxxx xx xxxxx xxxxxxx xxx xxxx xxxxx xx xxxxxxxx xxx xxxxx xx — [491, 848, 582, 875]
category-heading: 233 Roofing — [782, 838, 873, 847]
listing-body: xxxx xxx xxxxxx xx xxxxx xxxxxxx xxx xxxx xxxxx xx xxxxxxxx xxx xxxxx xxxxxx xxx xx xxxx xxxxx xxxxxxx xxxx xxx xxxxxx xx xxxxx xxxxxxx xxx xxxx xxxxx xx xxxxxxxx xxx xxxxx xxxxxx xxx xx xxxx xxxxx xxxxxxx xxxx xxx xxxxxx xx xxxxx xxxxxxx xxx xxxx xxxxx xx xxxxxxxx xxx xxxxx xxxxxx xxx xx xxxx xxxxx xxxxxxx xxxx xxx xxxxxx xx xxxxx xxxxxxx xxx xxxx — [7, 993, 97, 1041]
category-heading: 277 Upholstery — [782, 1053, 873, 1062]
ad-title: PERMANENT STAFF — [236, 362, 306, 370]
category-heading: 12 Appliance Service — [7, 917, 97, 926]
category-heading: 63 Drywall — [201, 1099, 291, 1108]
ad-title: 1993 CAREERS FEE PAID — [330, 518, 398, 534]
ad-body: xxxx xxx xxxxxx xx xxxxx xxxxxxx xxx xxxx xxxxx xx xxxxxxxx xxx xxxxx xxxxxx xxx xx xxxx xxxxx xxxxxxx xxxx xxx xxxxxx xx xxxxx xxxxxxx xxx xxxx xxxxx xx xxxxxxxx xxx xxxxx xxxxxx xxx xx xxxx xxxxx xxxxxxx xxxx xxx xxxxxx xx xxxxx xxxxxxx xxx xxxx xxxxx xx xxxxxxxx xxx xxxxx xxxxxx xxx xx xxxx xxxxx — [108, 341, 218, 373]
ad-title: CUSTOMER SERVICE — [539, 392, 613, 400]
classified-ad — [537, 391, 616, 452]
phone-number: 557-5595 — [117, 1094, 181, 1112]
classified-ad — [793, 271, 873, 332]
classified-ad — [793, 210, 873, 271]
category-heading: 27 Brick, Block, Cement — [7, 1042, 97, 1051]
ad-title: RN'S — [150, 279, 176, 292]
phone-number: 427-5586 — [20, 1102, 84, 1120]
classified-ad — [410, 333, 530, 378]
listing-body: xxxx xxx xxxxxx xx xxxxx xxxxxxx xxx xxxx xxxxx xx xxxxxxxx xxx xxxxx xxxxxx xxx xx xxxx xxxxx xxxxxxx xxxx xxx xxxxxx xx xxxxx xxxxxxx xxx xxxx xxxxx xx xxxxxxxx xxx xxxxx xxxxxx xxx xx xxxx xxxxx xx — [200, 1071, 291, 1098]
category-heading: 142 Linoleum — [491, 1023, 581, 1032]
classified-ad — [708, 552, 787, 629]
home-service-guide-banner — [4, 782, 876, 820]
category-heading: 253 Snow Removal — [782, 941, 873, 950]
ad-body: xxxx xxx xxxxxx xx xxxxx xxxxxxx xxx xxxx xxxxx xx xxxxxxxx xxx xxxxx xxxxxx xxx xx xxxx xxxxx xxxxxxx xxxx xxx xxxxxx xx xxxxx xxxxxxx xxx xxxx xxxxx xx xxxxxxxx xxx xxxxx xxxxxx xxx xx xxxx xxxxx xxxxxxx xxxx xxx xxxxxx xx xxxxx xxxxxxx xxx xxxx xxxxx xx xxxxxxxx xxx xxxxx xxxxxx xxx xx xxxx xxxxx — [324, 190, 403, 238]
classified-ad — [225, 309, 318, 359]
ad-body: xxxx xxx xxxxxx xx xxxxx xxxxxxx xxx xxxx xxxxx xx xxxxxxxx xxx xxxxx xxxxxx xxx xx xxxx xxxxx xxxxxxx xxxx xxx xxxxxx xx xxxxx xxxxxxx xxx xxxx xxxxx xx xxxxxxxx xxx xxxxx xxxxxx xxx xx xxxx xxxxx xxxxxxx xxxx xxx xxxxxx xx xxxxx xxxxxxx xxx xxxx xxxxx xx xxxxxxxx xxx xxxxx xxxxxx xxx xx xxxx xxxxx — [409, 549, 530, 582]
ad-body: xxxx xxx xxxxxx xx xxxxx xxxxxxx xxx xxxx xxxxx xx xxxxxxxx xxx xxxxx xxxxxx xxx xx xxxx xxxxx xxxxxxx xxxx xxx xxxxxx xx xxxxx xxxxxxx xxx xxxx xxxxx xx xxxxxxxx xxx xxxxx xxxxxx xxx xx xxxx xxxxx xxxxxxx xxxx xxx xxxxxx xx xxxxx xxxxxxx xxx xxxx xxxxx xx xxxxxxxx xxx xxxxx xxxxxx xxx xx xxxx xxxxx — [108, 150, 218, 182]
listing-body: xxxx xxx xxxxxx xx xxxxx xxxxxxx xxx xxxx xxxxx xx xxxxxxxx xxx xxxxx xxxxxx xxx xx xxxx xxxxx xxxxxxx xxxx xxx xxxxxx xx xxxxx xxxxxxx xxx xxxx xxxxx xx xxxxxxxx xxx xxxxx xxxxxx xxx xx xxxx xxxxx xxxxxxx xxxx xxx xxxxxx xx xxxxx xx — [394, 1089, 485, 1122]
category-heading: 24 Basement Waterproofing — [7, 975, 97, 992]
guide-column — [295, 835, 392, 1396]
ad-body: xxxx xxx xxxxxx xx xxxxx xxxxxxx xxx xxxx xxxxx xx xxxxxxxx xxx xxxxx xxxxxx xxx xx xxxx xxxxx xxxxxxx xxxx xxx xxxxxx xx xxxxx xxxxxxx xxx xxxx xxxxx xx xxxxxxxx xxx xxxxx xxxxxx xxx xx xxxx xxxxx xxxxxxx xxxx xxx xxxxx — [108, 492, 218, 519]
category-heading: 41 Carpets — [201, 933, 291, 942]
display-ad-headline: DeRoven Electric — [314, 898, 371, 929]
category-heading: 135 Lawn Maintenance — [491, 985, 581, 994]
classified-ad — [108, 140, 218, 185]
page-number: (O)3D — [842, 10, 872, 22]
column-heading: 504 Help Wanted Office-Clerical — [324, 119, 403, 138]
category-heading: 63 Drywall — [298, 838, 388, 847]
display-ad-headline: ABSOLUTELY THE BEST! — [589, 1031, 677, 1062]
classified-ad — [225, 140, 318, 190]
ad-title: INTERIM PERSONNEL — [627, 309, 696, 334]
ad-body: xxxx xxx xxxxxx xx xxxxx xxxxxxx xxx xxxx xxxxx xx xxxxxxxx xxx xxxxx xxxxxx xxx xx xxxx xxxxx xxxxxxx xxxx xxx xxxxxx xx xxxxx xxxxxxx xxx xxxx xxxxx xx xxxxxxxx xxx xxxxx xxxxxx xxx xx xxxx xxxxx xxxxxxx xxxx xxx xxxxxx xx xxxxx xxxxxxx xxx xxxx xxxxx xx xxxxxxxx xxx xxxxx xxxxxx xxx xx xxxx xxxxx — [793, 219, 873, 268]
deadline-text: DEADLINES: 4 P.M. TUESDAY FOR THURSDAY EDITION / 4 P.M. FRIDAY FOR MONDAY EDITION — [8, 823, 326, 830]
listing-body: xxxx xxx xxxxxx xx xxxxx xxxxxxx xxx xxxx xxxxx xx xxxxxxxx xxx xxxxx xxxxxx xxx xx xxxx xxxxx xxxxxxx xxxx xxx xxxxxx xx xxxxx xxxxxxx xxx xxxx xxxxx xx xxxxxxxx xxx xxxxx xxxxxx xxx xx xxxx xxxxx xxxxxxx xxxx xxx xxxxxx xx xxxxx xxxxxxx xxx xxxx xxxxx xx xxxxxxxx xxx xxxxx xxxxxx xxx xx xxxx xxxxx xxxxxxx xxxx xxx xxxxxx xx xxxxx xxxxxxx xxx xxxx — [103, 926, 194, 975]
ad-title: EXECUTIVE SECRETARY — [812, 142, 855, 157]
listing-body: xxxx xxx xxxxxx xx xxxxx xxxxxxx xxx xxxx xxxxx xx xxxxxxxx xxx xxxxx xxxxxx xxx xx xxxx xxxxx xxxxxxx xxxx xxx xxxxxx xx xxxxx xxxxxxx xxx xxxx xxxxx xx xxxxxxxx xxx xxxxx xxxxxx xxx xx xxxx xxxxx xxxxxxx xxxx xxx xxxxxx xx xxxxx xxxxxxx xxx xxxx xxxxx xx xxxxxxxx xxx xxxxx xxxxxx xxx xx xxxx xxxxx xxxxxxx xxxx xxx xxxxxx xx xxxxx xxxxxxx xxx xxxx — [297, 1059, 388, 1107]
section-title: EMPLOYMENT — [250, 39, 736, 117]
ad-title: SOURCE ONE — [552, 207, 600, 215]
ad-title: ADMINISTRATIVE ASSISTANTS — [224, 413, 318, 438]
category-heading: 152 Mirrors — [491, 1098, 581, 1107]
classified-ad — [7, 207, 101, 261]
classified-ad — [793, 542, 873, 603]
classified-ad — [793, 333, 873, 410]
phone-number: 661-5520 — [407, 1124, 472, 1142]
listing-body: xxxx xxx xxxxxx xx xxxxx xxxxxxx xxx xxxx xxxxx xx xxxxxxxx xxx xxxxx xxxxxx xxx xx xxxx xxxxx xxxxxxx xxxx xxx xxxxxx xx xxxxx xxxxxxx xxx xxxx xxxxx xx xxxxxxxx xxx xxxxx xxxxxx xxx xx xxxx xxxxx xxxxxxx xxxx xxx xxxxxx xx xxxxx xxxxxxx xxx xxxx xxxxx xx xxxxxxxx xxx xxxxx xxxxxx xxx xx xxxx xxxxx xxxxxxx xxxx xxx xxxxxx xx xxxxx xxxxxxx xxx xxxx xxxxx xx xxxxxxxx xxx xxxxx xxxxxx xxx xx xxxx xxxxx xxxxxxx xxxx xxx xxxxxx xx xxxxx xxxxxxx xxx xxxx xxxxx xx xxxxxxxx xxx xxxxx xxxxxx xxx xx xxxx xxxxx xxxxxxx xxxx xxx xxxxxx xx xxxxx xxxxxxx xxx xxxx xxxxx xx xxxxxxxx xxx xxxxx xxxxxx xxx xx xxxx xxxxx xxxxxxx xxxx xxx xxxxxx xx xxxxx xxxxxxx xxx xxxx xxxxx xx xxxxxxxx xxx xxxxx xxxxxx xxx xx xxxx xxxxx xxxxxxx xxxx xxx xxxxxx xx xxxxx xxxxxxx xxx xxxx xxxxx xx xxxxxxxx xxx xxxxx xxxxxx xxx xx xxxx xxxxx xxxxxxx xxxx xxx xxxxxx xx xxxxx xxxxxxx xxx xxxx xxxxx xx xxxxxxxx xxx xxxxx xxxxxx xxx xx xxxx xxxxx xxxxxxx xxxx xxx xxxxxx xx xxxxx xxxxxxx xxx xxxx xxxxx xx xxxxxxxx xxx xxxxx xxxxxx xxx xx xxxx xxxxx xxxxxxx xxxx xxx xxxxxx xx xxxxx xxxxxxx xxx xxxx xxxxx xx xxxxxxxx xxx xxxxx xxxxxx xxx xx xxxx xxxxx xxxxxxx xxxx xxx xxxxxx xx xxxxx xxxxxxx xxx xxxx xxxxx xx xxxxxxxx xxx xxxxx xxxxxx xxx xx xxxx xxxxx xxxxxxx xxxx xxx xxxxxx xx xxxxx xxxxxxx xxx xxxx xxxxx xx xxxxxxxx xxx xxxxx xxxxxx xxx xx xxxx xxxxx xxxxxxx xxxx xxx xxxxxx xx xxxxx xxxxxxx xxx xxxx xxxxx xx xxxxxxxx x — [588, 848, 679, 1028]
display-ad-headline: LaCOURE — [796, 877, 859, 893]
guide-column — [198, 835, 295, 1396]
ad-title: ORTHODONTIC OFFICE — [123, 142, 203, 149]
employment-column — [619, 117, 705, 778]
ad-title: FAST PACED OFFICE — [797, 273, 869, 281]
ad-title: DATA ENTRY PLYMOUTH AREA — [631, 387, 692, 403]
ad-body: xxxx xxx xxxxxx xx xxxxx xxxxxxx xxx xxxx xxxxx xx xxxxxxxx xxx xxxxx xxxxxx xxx xx xxxx xxxxx xxxxxxx xxxx xxx xxxxxx xx xxxxx xxxxxxx xxx xxxx xxxxx xx xxxxxxxx xxx xxxxx xxxxxx xxx xx xxxx xxxxx xxxxxxx xxxx xxx xxxxxx xx xxxxx xxxxxxx xxx xxxx xxxxx xx xxxxxxxx xxx xxxxx xxxxxx xxx xx xxxx xxxxx — [224, 437, 318, 475]
listing-body: xxxx xxx xxxxxx xx xxxxx xxxxxxx xxx xxxx xxxxx xx xxxxxxxx xxx xxxxx xxxxxx xxx xx xxxx xxxxx xxxxxxx xxxx xxx xxxxxx xx xxxxx xxxxxxx xxx xxxx xxxxx xx xxxxxxxx xxx xxxxx xx — [491, 1107, 582, 1135]
ad-body: xxxx xxx xxxxxx xx xxxxx xxxxxxx xxx xxxx xxxxx xx xxxxxxxx xxx xxxxx xxxxxx xxx xx xxxx xxxxx xxxxxxx xxxx xxx xxxxxx xx xxxxx xxxxxxx xxx xxxx xxxxx xx xxxxxxxx xxx xxxxx xxxxxx xxx xx xxxx xxxxx xxxxxxx xxxx xxx xxxxxx xx xxxxx xxxxxxx xxx xxxx xxxxx xx xxxxxxxx xxx xxxxx xxxxxx xxx xx xxxx xxxxx — [324, 403, 403, 451]
classified-ad — [537, 452, 616, 513]
ad-title: BOOKKEEPER/SECRETARY — [422, 334, 517, 342]
page-header — [0, 6, 880, 26]
ad-title: WOLVERINE STAFFING — [238, 480, 304, 505]
ad-body: xxxx xxx xxxxxx xx xxxxx xxxxxxx xxx xxxx xxxxx xx xxxxxxxx xxx xxxxx xxxxxx xxx xx xxxx xxxxx xxxxxxx xxxx xxx xxxxxx xx xxxxx xxxxxxx xxx xxxx xxxxx xx xxxxxxxx xxx xxxxx xxxxxx xxx xx xxxx xxxxx xxxxxxx xxxx xxx xxxxxx xx xxxxx xxxxxxx xxx xxxx xxxxx xx xxxxxxxx xxx xxxxx xxxxxx xxx xx xxxx xxxxx — [707, 279, 787, 327]
ad-body: xxxx xxx xxxxxx xx xxxxx xxxxxxx xxx xxxx xxxxx xx xxxxxxxx xxx xxxxx xxxxxx xxx xx xxxx xxxxx xxxxxxx xxxx xxx xxxxxx xx xxxxx xxxxxxx xxx xxxx xxxxx xx xxxxxxxx xxx xxxxx xxxxxx xxx xx xxxx xxxxx xxxxxxx xxxx xxx xxxxxx xx xxxxx xxxxxxx xxx xxxx xxxxx xx xxxxxxxx xxx xxxxx xxxxxx xxx xx xxxx xxxxx — [793, 158, 873, 206]
ad-body: xxxx xxx xxxxxx xx xxxxx xxxxxxx xxx xxxx xxxxx xx xxxxxxxx xxx xxxxx xxxxxx xxx xx xxxx xxxxx xxxxxxx xxxx xxx xxxxxx xx xxxxx xxxxxxx xxx xxxx xxxxx xx xxxxxxxx xxx xxxxx xxxxxx xxx xx xxxx xxxxx xxxxxxx xxxx xxx xxxxxx xx xxxxx xxxxxxx xxx xxxx xxxxx xx xxxxxxxx xxx xxxxx xxxxxx xxx xx xxxx xxxxx — [622, 255, 701, 304]
category-heading: 66 Electrical — [298, 932, 388, 941]
ad-body: xxxx xxx xxxxxx xx xxxxx xxxxxxx xxx xxxx xxxxx xx xxxxxxxx xxx xxxxx xxxxxx xxx xx xxxx xxxxx xxxxxxx xxxx xxx xxxxxx xx xxxxx xxxxxxx xxx xxxx xxxxx xx xxxxxxxx xxx xxxxx xxxxxx xxx xx xxxx xxxxx xxxxxxx xxxx xxx xxxxxx xx xxxxx xxxxxxx xxx xxxx xxxxx xx xxxxxxxx xxx xxxxx xxxxxx xxx xx xxxx xxxxx — [324, 464, 403, 513]
ad-title: 261-3830 — [638, 243, 685, 256]
category-heading: 113 Housecleaning — [491, 948, 581, 957]
listing-body: xxxx xxx xxxxxx xx xxxxx xxxxxxx xxx xxxx xxxxx xx xxxxxxxx xxx xxxxx xxxxxx xxx xx xxxx xxxxx xxxxxxx xxxx xxx xxxxxx xx xxxxx xxxxxxx xxx xxxx xxxxx xx xxxxxxxx xxx xxxxx xxxxxx xxx xx xxxx xxxxx xxxxxxx xxxx xxx xxxxxx xx xxxxx xxxxxxx xxx xxxx xxxxx xx xxxxxxxx xxx xxxxx xxxxxx xxx xx xxxx xxxxx xxxxxxx xxxx xxx xxxxxx xx xxxxx xxxxxxx xxx xxxx — [103, 985, 194, 1033]
classified-ad — [225, 360, 318, 410]
guide-column — [101, 835, 198, 1396]
employment-columns — [4, 115, 876, 778]
ad-body: xxxx xxx xxxxxx xx xxxxx xxxxxxx xxx xxxx xxxxx xx xxxxxxxx xxx xxxxx xxxxxx xxx xx xxxx xxxxx xxxxxxx xxxx xxx xxxxxx xx xxxxx xxxxxxx xxx xxxx xxxxx xx xxxxxxxx xxx xxxxx xxxxxx xxx xx xxxx xxxxx xxxxxxx xxxx xxx xxxxxx xx xxxxx xxxxxxx xxx xxxx xxxxx xx xxxxxxxx xxx xxxxx xxxxxx xxx xx xxxx xxxxx — [108, 195, 218, 228]
category-heading: 297 Windows — [782, 1128, 873, 1137]
listing-body: xxxx xxx xxxxxx xx xxxxx xxxxxxx xxx xxxx xxxxx xx xxxxxxxx xxx xxxxx xxxxxx xxx xx xxxx xxxxx xxxxxxx xxxx xxx xxxxxx xx xxxxx xxxxxxx xxx xxxx xxxxx xx xxxxxxxx xxx xxxxx xxxxxx xxx xx xxxx xxxxx xx — [200, 1108, 291, 1136]
listing-body: xxxx xxx xxxxxx xx xxxxx xxxxxxx xxx xxxx xxxxx xx xxxxxxxx xxx xxxxx xxxxxx xxx xx xxxx xxxxx xxxxxxx xxxx xxx xxxxxx xx xxxxx xxxxxxx xxx xxxx xxxxx xx xxxxxxxx xxx xxxxx xxxxxx xxx xx xxxx xxxxx xxxxxxx xxxx xxx xxxxxx xx xxxxx xxxxxxx xxx xxxx xxxxx xx xxxxxxxx xxx xxxxx xxxxxx xxx xx xxxx xxxxx xxxxxxx xxxx xxx xxxxxx xx xxxxx xxxxxxx xxx xxxx — [103, 1044, 194, 1092]
column-heading: 504 Help Wanted Office-Clerical — [410, 119, 530, 138]
classified-ad — [324, 385, 403, 454]
display-ad-headline: SAVE MONEY — [396, 882, 483, 898]
ad-body: xxxx xxx xxxxxx xx xxxxx xxxxxxx xxx xxxx xxxxx xx xxxxxxxx xxx xxxxx xxxxxx xxx xx xxxx xxxxx xxxxxxx xxxx xxx xxxxxx xx xxxxx xxxxxxx xxx xxxx xxxxx xx xxxxxxxx xxx xxxxx xxxxxx xxx xx xxxx xxxxx xxxxxxx xxxx xxx xxxxxx xx xxxxx xxxxxxx xxx xxxx xxxxx xx xxxxxxxx xxx xxxxx xxxxxx xxx xx xxxx xxxxx — [622, 480, 701, 529]
ad-body: xxxx xxx xxxxxx xx xxxxx xxxxxxx xxx xxxx xxxxx xx xxxxxxxx xxx xxxxx xxxxxx xxx xx xxxx xxxxx xxxxxxx xxxx xxx xxxxxx xx xxxxx xxxxxxx xxx xxxx xxxxx xx xxxxxxxx xxx xxxxx xxxxxx xxx xx xxxx xxxxx xxxxxxx xxxx xxx xxxxxx xx xxxxx xxxxxxx xxx xxxx xxxxx xx xxxxxxxx xxx xxxxx xxxxxx xxx xx xxxx xxxxx — [622, 190, 701, 238]
classified-ad — [324, 516, 403, 585]
ad-body: xxxx xxx xxxxxx xx xxxxx xxxxxxx xxx xxxx xxxxx xx xxxxxxxx xxx xxxxx xxxxxx xxx xx xxxx xxxxx xxxxxxx xxxx xxx xxxxxx xx xxxxx xxxxxxx xxx xxxx xxxxx xx xxxxxxxx xxx xxxxx xxxxxx xxx xx xxxx xxxxx xxxxxxx xxxx xxx xxxxx — [707, 178, 787, 210]
ad-body: xxxx xxx xxxxxx xx xxxxx xxxxxxx xxx xxxx xxxxx xx xxxxxxxx xxx xxxxx xxxxxx xxx xx xxxx xxxxx xxxxxxx xxxx xxx xxxxxx xx xxxxx xxxxxxx xxx xxxx xxxxx xx xxxxxxxx xxx xxxxx xxxxxx xxx xx xxxx xxxxx xxxxxxx xxxx xxx xxxxxx xx xxxxx xxxxxxx xxx xxxx xxxxx xx xxxxxxxx xxx xxxxx xxxxxx xxx xx xxxx xxxxx — [622, 333, 701, 381]
ad-title: 559-0110 — [446, 537, 493, 550]
ad-title: accountemps — [108, 473, 218, 493]
ad-body: xxxx xxx xxxxxx xx xxxxx xxxxxxx xxx xxxx xxxxx xx xxxxxxxx xxx xxxxx xxxxxx xxx xx xxxx xxxxx xxxxxxx xxxx xxx xxxxxx xx xxxxx xxxxxxx xxx xxxx xxxxx xx xxxxxxxx xxx xxxxx xxxxxx xxx xx xxxx xxxxx xxxxxxx xxxx xxx xxxxxx xx xxxxx xxxxxxx xxx xxxx xxxxx xx xxxxxxxx xxx xxxxx xxxxxx xxx xx xxxx xxxxx — [707, 578, 787, 626]
ad-title: CONTEMPRA — [797, 478, 869, 491]
classified-ad — [108, 186, 218, 231]
phone-number: 557-5595 — [698, 1113, 762, 1131]
column-heading: 504 Help Wanted Office-Clerical — [793, 119, 873, 138]
listing-body: xxxx xxx xxxxxx xx xxxxx xxxxxxx xxx xxxx xxxxx xx xxxxxxxx xxx xxxxx xxxxxx xxx xx xxxx xxxxx xxxxxxx xxxx xxx xxxxxx xx xxxxx xxxxxxx xxx xxxx xxxxx xx xxxxxxxx xxx xxxxx xxxxxx xxx xx xxxx xxxxx xxxxxxx xxxx xxx xxxxxx xx xxxxx xxxxxxx xxx xxxx xxxxx xx xxxxxxxx xxx xxxxx xxxxxx xxx xx xxxx xxxxx xxxxxxx xxxx xxx xxxxxx xx xxxxx xxxxxxx xxx xxxx xxxxx xx xxxxxxxx xxx xxxxx xxxxxx xxx xx xxxx xxxxx xxxxxxx xxxx xxx xxxxxx xx xxxxx xxxxxxx xxx xxxx xxxxx xx xxx — [685, 848, 776, 912]
guide-column — [392, 835, 489, 1396]
ad-title: WINKELMAN'S — [708, 488, 787, 501]
category-heading: 40 Cabinetry & Formica — [201, 895, 291, 904]
classified-ad — [708, 140, 787, 213]
classified-ad — [108, 472, 218, 521]
category-heading: 33 Bldg. & Remodeling — [104, 917, 194, 926]
ad-body: xxxx xxx xxxxxx xx xxxxx xxxxxxx xxx xxxx xxxxx xx xxxxxxxx xxx xxxxx xxxxxx xxx xx xxxx xxxxx xxxxxxx xxxx xxx xxxxxx xx xxxxx xxxxxxx xxx xxxx xxxxx xx xxxxxxxx xxx xxxxx xxxxxx xxx xx xxxx xxxxx xxxxxxx xxxx xxx xxxxxx xx xxxxx xxxxxxx xxx xxxx xxxxx xx xxxxxxxx xxx xxxxx xxxxxx xxx xx xxxx xxxxx — [793, 281, 873, 329]
